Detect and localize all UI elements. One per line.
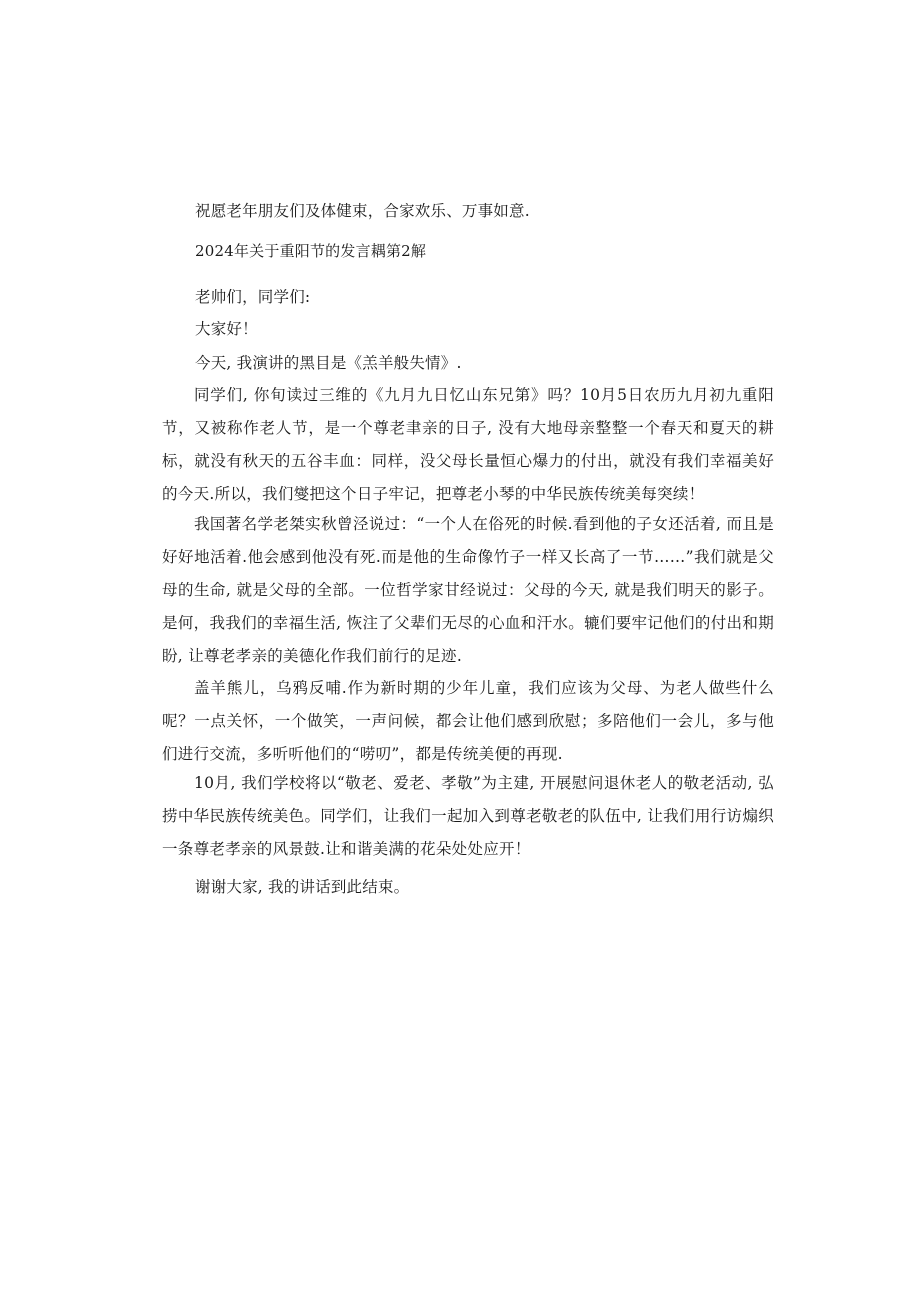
body-paragraph-2: 我国著名学老桀实秋曾泾说过：“一个人在俗死的时候.看到他的子女还活着, 而且是好好地活着.他会感到他没有死.而是他的生命像竹子一样又长高了一节……”我们就是父母的生命, 就是父母的全部。一位哲学家甘经说过：父母的今天, 就是我们明天的影子。是何，我我们的幸福生活, 恢注了父辈们无尽的心血和汗水。辘们要牢记他们的付出和期盼, 让尊老孝亲的美德化作我们前行的足迹. <box>162 515 774 665</box>
section-title: 2024年关于重阳节的发言耦第2解 <box>195 242 427 260</box>
body-paragraph-1: 同学们, 你旬读过三维的《九月九日忆山东兄第》吗？10月5日农历九月初九重阳节，又被称作老人节，是一个尊老聿亲的日子, 没有大地母亲整整一个春天和夏天的耕标，就没有秋天的五谷丰血：同样，没父母长量恒心爆力的付出，就没有我们幸福美好的今天.所以，我们燮把这个日子牢记，把尊老小琴的中华民族传统美每突续！ <box>162 386 774 503</box>
salutation: 老帅们，同学们: <box>195 288 311 306</box>
closing-wish-line: 祝愿老年朋友们及体健束，合家欢乐、万事如意. <box>195 202 530 220</box>
closing-thanks: 谢谢大家, 我的讲话到此结束。 <box>195 878 410 896</box>
topic-line: 今天, 我演讲的黑目是《羔羊般失情》. <box>195 354 462 372</box>
body-paragraph-3: 盖羊熊儿，乌鸦反哺.作为新时期的少年儿童，我们应该为父母、为老人做些什么呢？一点关怀，一个做笑，一声问候，都会让他们感到欣慰；多陪他们一会儿，多与他们进行交流，多听听他们的“唠叨”，都是传统美便的再现. <box>162 679 774 763</box>
greeting: 大家好！ <box>195 320 258 338</box>
body-paragraph-4: 10月, 我们学校将以“敬老、爱老、孝敬”为主建, 开展慰问退休老人的敬老活动, 弘捞中华民族传统美色。同学们，让我们一起加入到尊老敬老的队伍中, 让我们用行访煽织一条尊老孝亲的风景鼓.让和谐美满的花朵处处应开！ <box>162 774 774 858</box>
